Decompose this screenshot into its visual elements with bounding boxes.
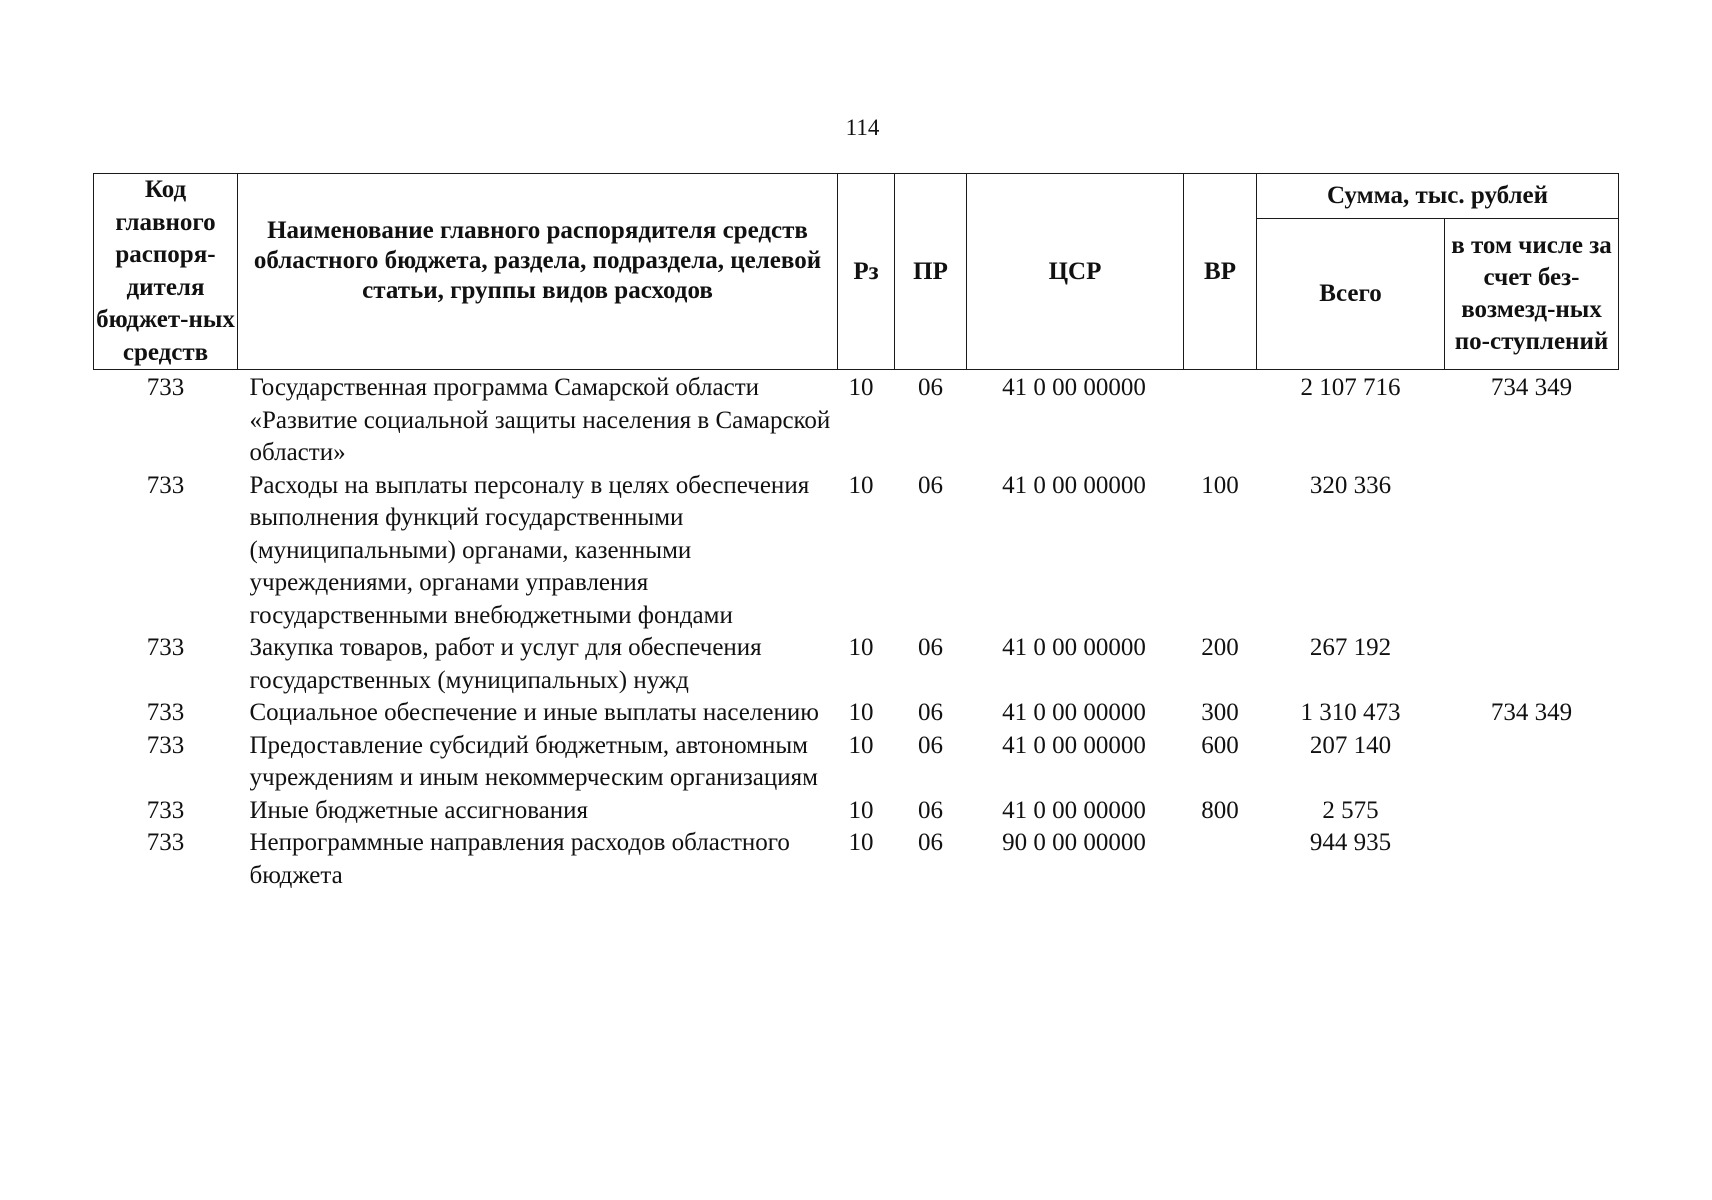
row-total: 207 140 <box>1309 731 1392 759</box>
row-incl <box>1445 795 1619 828</box>
header-sum: Сумма, тыс. рублей <box>1257 174 1619 219</box>
header-row <box>94 174 1619 219</box>
row-total: 2 575 <box>1322 796 1379 824</box>
row-csr: 41 0 00 00000 <box>1002 471 1146 499</box>
row-name: Расходы на выплаты персоналу в целях обеспечения выполнения функций государственными (муниципальными) органами, казенными учреждениями, органами управления государственными внебюджетными фондами <box>249 471 810 629</box>
row-vr: 300 <box>1201 699 1239 726</box>
row-incl: 734 349 <box>1490 699 1573 726</box>
row-csr: 41 0 00 00000 <box>1002 699 1146 726</box>
row-vr <box>1184 827 1257 892</box>
row-csr: 41 0 00 00000 <box>1002 796 1146 824</box>
row-pr: 06 <box>918 796 943 824</box>
row-csr: 41 0 00 00000 <box>1002 731 1146 759</box>
row-total: 320 336 <box>1309 471 1392 499</box>
row-code: 733 <box>146 374 185 401</box>
table-body <box>94 370 1619 893</box>
row-pr: 06 <box>918 829 943 856</box>
header-csr: ЦСР <box>967 174 1184 370</box>
header-vr: ВР <box>1184 174 1257 370</box>
header-code: Код главного распоря-дителя бюджет-ных средств <box>94 174 238 370</box>
row-name: Закупка товаров, работ и услуг для обеспечения государственных (муниципальных) нужд <box>249 634 762 694</box>
row-rz: 10 <box>848 471 874 499</box>
row-name: Государственная программа Самарской области «Развитие социальной защиты населения в Самарской области» <box>249 374 831 466</box>
row-pr: 06 <box>918 374 943 401</box>
row-name: Социальное обеспечение и иные выплаты населению <box>249 699 819 726</box>
row-name: Иные бюджетные ассигнования <box>249 796 589 824</box>
header-total: Всего <box>1257 219 1445 370</box>
budget-expenditure-table <box>93 173 1619 892</box>
row-pr: 06 <box>918 699 943 726</box>
row-csr: 90 0 00 00000 <box>1002 829 1146 856</box>
row-vr: 100 <box>1201 471 1239 499</box>
row-rz: 10 <box>848 634 874 661</box>
table-row <box>94 632 1619 697</box>
row-incl <box>1445 730 1619 795</box>
row-rz: 10 <box>848 731 874 759</box>
row-code: 733 <box>146 471 185 499</box>
row-csr: 41 0 00 00000 <box>1002 374 1146 401</box>
table-row <box>94 470 1619 633</box>
row-csr: 41 0 00 00000 <box>1002 634 1146 661</box>
row-rz: 10 <box>848 796 874 824</box>
row-total: 944 935 <box>1309 829 1392 856</box>
row-code: 733 <box>146 731 185 759</box>
row-pr: 06 <box>918 634 943 661</box>
row-incl <box>1445 827 1619 892</box>
row-code: 733 <box>146 796 185 824</box>
header-rz: Рз <box>838 174 895 370</box>
row-pr: 06 <box>918 731 943 759</box>
row-name: Непрограммные направления расходов областного бюджета <box>249 829 790 889</box>
row-total: 267 192 <box>1309 634 1392 661</box>
row-code: 733 <box>146 699 185 726</box>
table-row <box>94 827 1619 892</box>
row-total: 1 310 473 <box>1300 699 1401 726</box>
row-incl <box>1445 470 1619 633</box>
row-total: 2 107 716 <box>1300 374 1401 401</box>
table-row <box>94 795 1619 828</box>
row-vr: 600 <box>1201 731 1239 759</box>
row-rz: 10 <box>848 829 874 856</box>
table-row <box>94 697 1619 730</box>
header-pr: ПР <box>895 174 967 370</box>
page-number: 114 <box>845 115 880 140</box>
header-name: Наименование главного распорядителя средств областного бюджета, раздела, подраздела, целевой статьи, группы видов расходов <box>238 174 838 370</box>
row-vr: 800 <box>1201 796 1239 824</box>
row-vr <box>1184 370 1257 470</box>
row-rz: 10 <box>848 374 874 401</box>
row-rz: 10 <box>848 699 874 726</box>
row-vr: 200 <box>1201 634 1239 661</box>
row-pr: 06 <box>918 471 943 499</box>
row-incl: 734 349 <box>1490 374 1573 401</box>
row-incl <box>1445 632 1619 697</box>
row-code: 733 <box>146 829 185 856</box>
table-row <box>94 730 1619 795</box>
table-header <box>94 174 1619 370</box>
row-code: 733 <box>146 634 185 661</box>
row-name: Предоставление субсидий бюджетным, автономным учреждениям и иным некоммерческим организациям <box>249 731 818 791</box>
header-incl: в том числе за счет без-возмезд-ных по-ступлений <box>1445 219 1619 370</box>
table-row <box>94 370 1619 470</box>
